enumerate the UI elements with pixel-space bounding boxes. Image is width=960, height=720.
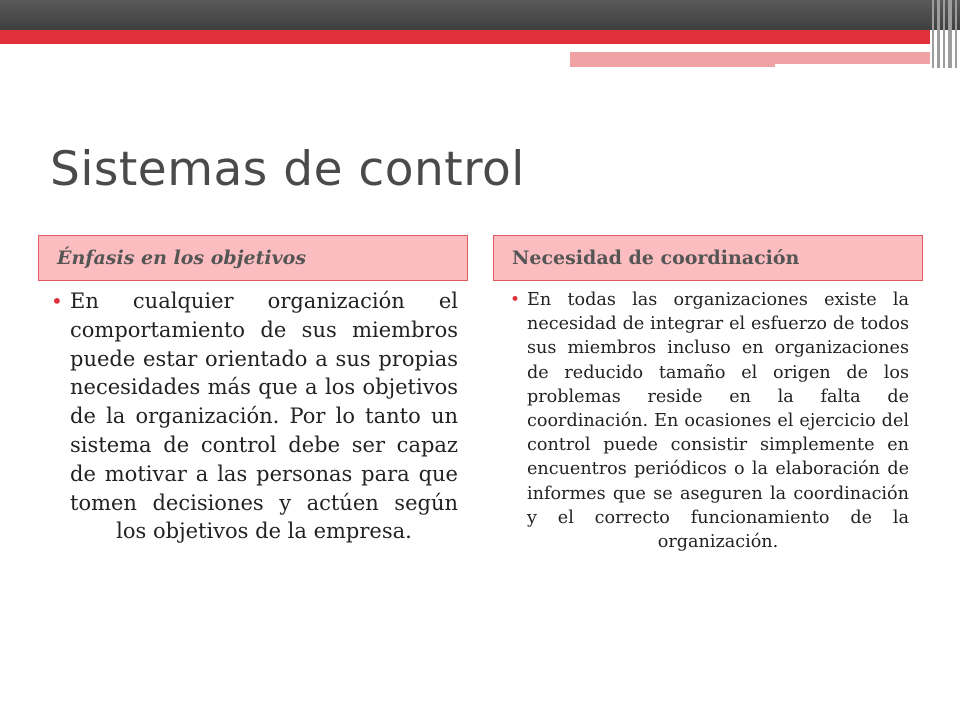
right-stripes-decoration [930,0,960,68]
top-dark-bar [0,0,960,30]
slide-title: Sistemas de control [50,142,525,197]
bullet-icon: • [51,289,63,313]
list-item [510,288,909,554]
column-header-label: Énfasis en los objetivos [57,247,307,269]
stripe [932,0,934,68]
column-body-coordinacion [510,288,909,554]
list-item [51,287,458,546]
stripe [937,0,940,68]
stripe [948,0,952,68]
bullet-icon: • [510,290,521,310]
stripe [943,0,945,68]
white-accent-line [560,48,890,51]
bullet-text: En cualquier organización el comportamiento de sus miembros puede estar orientado a sus propias necesidades más que a los objetivos de la organización. Por lo tanto un sistema de control debe ser capaz de motivar a las personas para que tomen decisiones y actúen según los objetivos de la empresa. [70,289,458,544]
column-header-objetivos [38,235,468,281]
pink-accent-line [570,64,775,67]
column-body-objetivos [51,287,458,546]
column-header-label: Necesidad de coordinación [512,247,800,269]
bullet-text: En todas las organizaciones existe la necesidad de integrar el esfuerzo de todos sus miembros incluso en organizaciones de reducido tamaño el origen de los problemas reside en la falta de coordinación. En ocasiones el ejercicio del control puede consistir simplemente en encuentros periódicos o la elaboración de informes que se aseguren la coordinación y el correcto funcionamiento de la organización. [527,290,909,553]
pink-accent-band [570,52,930,64]
column-header-coordinacion [493,235,923,281]
red-accent-band [0,30,930,44]
top-bar-shade [0,0,960,30]
stripe [955,0,957,68]
